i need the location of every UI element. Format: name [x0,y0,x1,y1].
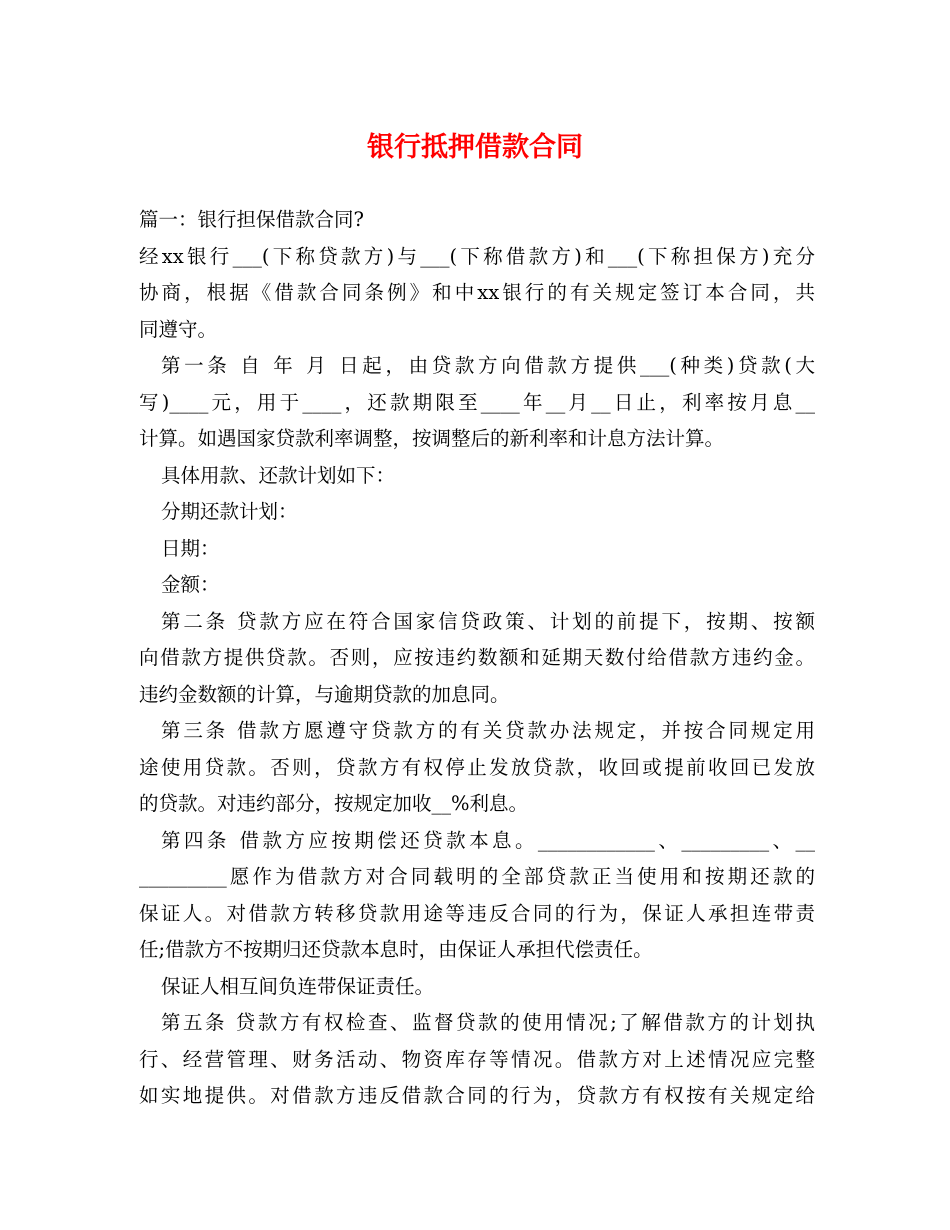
text-line: 具体用款、还款计划如下： [161,463,396,487]
text-line: 途使用贷款。否则，贷款方有权停止发放贷款，收回或提前收回已发放 [139,755,815,779]
text-line: 行、经营管理、财务活动、物资库存等情况。借款方对上述情况应完整 [139,1047,815,1071]
text-line: 违约金数额的计算，与逾期贷款的加息同。 [139,682,510,706]
text-line: 第二条 贷款方应在符合国家信贷政策、计划的前提下，按期、按额 [161,609,815,633]
text-line: 第三条 借款方愿遵守贷款方的有关贷款办法规定，并按合同规定用 [161,719,815,742]
text-line: 任;借款方不按期归还贷款本息时，由保证人承担代偿责任。 [139,938,653,961]
text-line: 第五条 贷款方有权检查、监督贷款的使用情况;了解借款方的计划执 [161,1011,815,1034]
text-line: 日期： [161,536,220,560]
text-line: 同遵守。 [139,317,218,341]
text-line: 第四条 借款方应按期偿还贷款本息。____________、_________、__ [161,828,815,852]
text-line: 分期还款计划： [161,500,298,523]
text-line: 计算。如遇国家贷款利率调整，按调整后的新利率和计息方法计算。 [139,427,725,450]
text-line: _________愿作为借款方对合同载明的全部贷款正当使用和按期还款的 [139,865,815,888]
text-line: 篇一：银行担保借款合同? [139,208,364,231]
text-line: 保证人相互间负连带保证责任。 [161,974,435,998]
text-line: 经xx银行___(下称贷款方)与___(下称借款方)和___(下称担保方)充分 [139,244,815,268]
text-line: 写)____元，用于____，还款期限至____年__月__日止，利率按月息__ [139,390,815,414]
text-line: 金额： [161,573,220,596]
text-line: 的贷款。对违约部分，按规定加收__%利息。 [139,792,529,815]
document-body [139,202,815,1115]
text-line: 第一条 自 年 月 日起，由贷款方向借款方提供___(种类)贷款(大 [161,354,815,377]
text-line: 保证人。对借款方转移贷款用途等违反合同的行为，保证人承担连带责 [139,901,815,925]
text-line: 向借款方提供贷款。否则，应按违约数额和延期天数付给借款方违约金。 [139,646,815,669]
text-line: 协商，根据《借款合同条例》和中xx银行的有关规定签订本合同，共 [139,281,815,304]
text-line: 如实地提供。对借款方违反借款合同的行为，贷款方有权按有关规定给 [139,1084,815,1107]
document-title: 银行抵押借款合同 [367,132,583,163]
